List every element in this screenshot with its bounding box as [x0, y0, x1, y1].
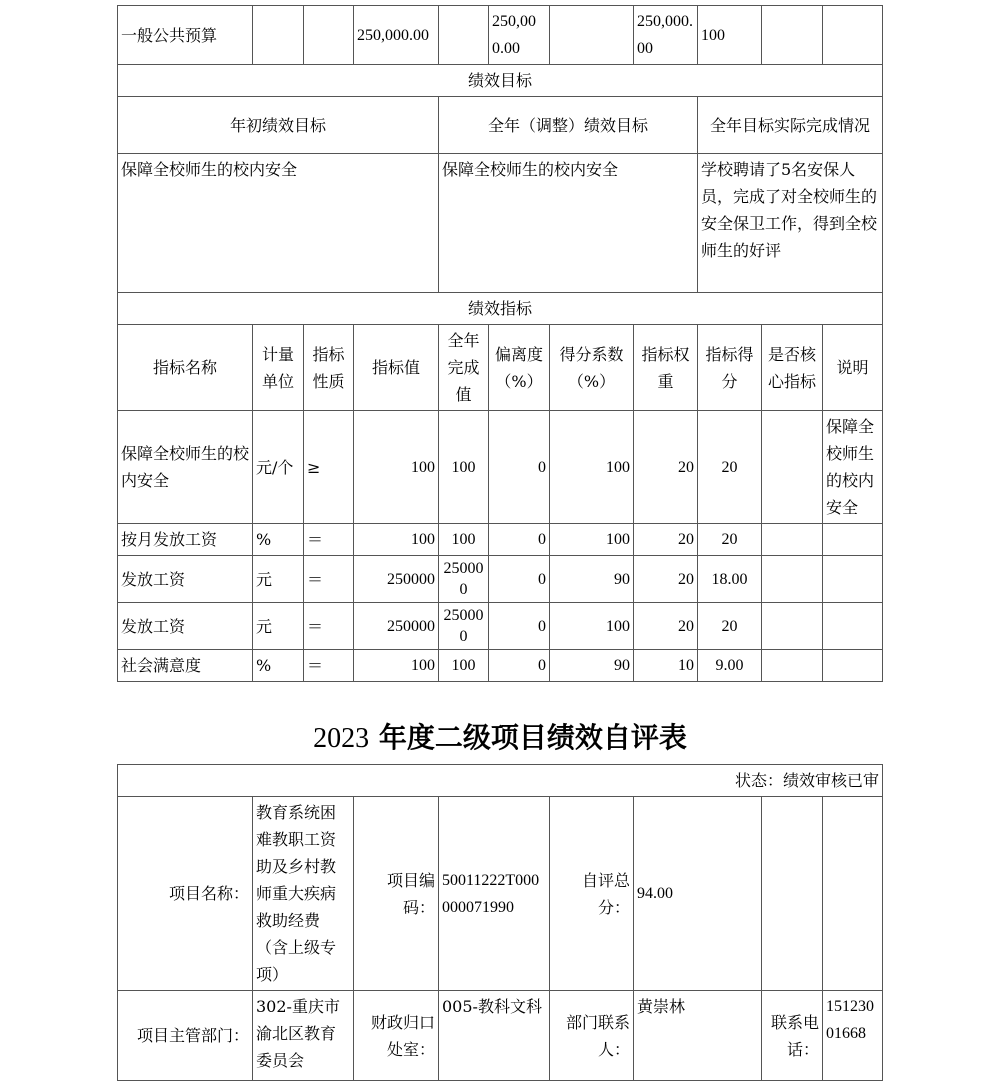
- indicator-score: 20: [698, 524, 762, 556]
- indicator-done: 250000: [439, 556, 489, 603]
- indicator-note: [823, 603, 883, 650]
- header-cell: 全年完成值: [439, 325, 489, 411]
- header-cell: 得分系数（%）: [550, 325, 634, 411]
- goal-header-initial: 年初绩效目标: [118, 97, 439, 154]
- goals-section-title: 绩效目标: [118, 65, 883, 97]
- table-row: [118, 411, 883, 524]
- budget-cell: [253, 6, 304, 65]
- performance-table: [117, 5, 883, 682]
- indicator-value: 250000: [354, 603, 439, 650]
- budget-cell: [439, 6, 489, 65]
- title-text: 年度二级项目绩效自评表: [378, 721, 687, 754]
- indicator-done: 100: [439, 524, 489, 556]
- indicator-deviation: 0: [489, 556, 550, 603]
- indicator-core: [762, 603, 823, 650]
- header-cell: 指标权重: [634, 325, 698, 411]
- indicator-unit: %: [253, 650, 304, 682]
- finance: 005-教科文科: [439, 991, 550, 1081]
- phone-label: 联系电话：: [762, 991, 823, 1081]
- indicator-name: 保障全校师生的校内安全: [118, 411, 253, 524]
- indicator-coef: 100: [550, 411, 634, 524]
- indicator-core: [762, 650, 823, 682]
- indicator-value: 100: [354, 524, 439, 556]
- indicator-name: 发放工资: [118, 556, 253, 603]
- indicator-unit: 元/个: [253, 411, 304, 524]
- budget-amount: 250,000.00: [489, 6, 550, 65]
- budget-cell: [762, 6, 823, 65]
- indicator-core: [762, 524, 823, 556]
- indicator-done: 250000: [439, 603, 489, 650]
- contact-label: 部门联系人：: [550, 991, 634, 1081]
- indicator-weight: 20: [634, 556, 698, 603]
- indicator-score: 9.00: [698, 650, 762, 682]
- indicator-nature: ＝: [304, 524, 354, 556]
- indicator-note: [823, 556, 883, 603]
- indicator-unit: 元: [253, 556, 304, 603]
- indicator-weight: 10: [634, 650, 698, 682]
- indicator-coef: 100: [550, 524, 634, 556]
- indicator-deviation: 0: [489, 524, 550, 556]
- table-row: [118, 603, 883, 650]
- budget-cell: [823, 6, 883, 65]
- indicator-nature: ＝: [304, 650, 354, 682]
- indicator-score: 20: [698, 411, 762, 524]
- dept: 302-重庆市渝北区教育委员会: [253, 991, 354, 1081]
- indicator-done: 100: [439, 411, 489, 524]
- indicator-value: 100: [354, 650, 439, 682]
- budget-row: [118, 6, 883, 65]
- indicator-coef: 90: [550, 556, 634, 603]
- indicator-coef: 100: [550, 603, 634, 650]
- header-cell: 是否核心指标: [762, 325, 823, 411]
- budget-amount: 250,000.00: [634, 6, 698, 65]
- header-cell: 计量单位: [253, 325, 304, 411]
- indicator-name: 发放工资: [118, 603, 253, 650]
- indicator-value: 250000: [354, 556, 439, 603]
- indicator-deviation: 0: [489, 603, 550, 650]
- table-row: [118, 556, 883, 603]
- header-cell: 指标得分: [698, 325, 762, 411]
- indicator-value: 100: [354, 411, 439, 524]
- indicator-weight: 20: [634, 411, 698, 524]
- title-year: 2023: [313, 723, 370, 754]
- phone: 15123001668: [823, 991, 883, 1081]
- empty-cell: [762, 797, 823, 991]
- goal-header-adjusted: 全年（调整）绩效目标: [439, 97, 698, 154]
- project-code: 50011222T000000071990: [439, 797, 550, 991]
- dept-label: 项目主管部门：: [118, 991, 253, 1081]
- empty-cell: [823, 797, 883, 991]
- goal-adjusted: 保障全校师生的校内安全: [439, 154, 698, 293]
- page-title: [0, 716, 1000, 756]
- finance-label: 财政归口处室：: [354, 991, 439, 1081]
- indicator-note: 保障全校师生的校内安全: [823, 411, 883, 524]
- header-cell: 偏离度（%）: [489, 325, 550, 411]
- indicator-nature: ≥: [304, 411, 354, 524]
- indicator-note: [823, 524, 883, 556]
- header-cell: 指标名称: [118, 325, 253, 411]
- budget-label: 一般公共预算: [118, 6, 253, 65]
- header-cell: 说明: [823, 325, 883, 411]
- indicator-nature: ＝: [304, 603, 354, 650]
- table-row: [118, 524, 883, 556]
- indicator-deviation: 0: [489, 650, 550, 682]
- indicator-core: [762, 411, 823, 524]
- self-score: 94.00: [634, 797, 762, 991]
- budget-cell: [304, 6, 354, 65]
- indicator-coef: 90: [550, 650, 634, 682]
- indicator-weight: 20: [634, 524, 698, 556]
- budget-cell: [550, 6, 634, 65]
- indicator-score: 18.00: [698, 556, 762, 603]
- goal-header-actual: 全年目标实际完成情况: [698, 97, 883, 154]
- project-info-table: [117, 764, 883, 1081]
- project-name-label: 项目名称：: [118, 797, 253, 991]
- table-row: [118, 650, 883, 682]
- indicator-done: 100: [439, 650, 489, 682]
- indicator-header-row: [118, 325, 883, 411]
- goal-initial: 保障全校师生的校内安全: [118, 154, 439, 293]
- indicator-score: 20: [698, 603, 762, 650]
- indicator-note: [823, 650, 883, 682]
- indicator-unit: 元: [253, 603, 304, 650]
- indicators-section-title: 绩效指标: [118, 293, 883, 325]
- header-cell: 指标值: [354, 325, 439, 411]
- status-badge: 状态：绩效审核已审: [118, 765, 883, 797]
- project-code-label: 项目编码：: [354, 797, 439, 991]
- contact: 黄崇林: [634, 991, 762, 1081]
- indicator-name: 社会满意度: [118, 650, 253, 682]
- indicator-name: 按月发放工资: [118, 524, 253, 556]
- budget-rate: 100: [698, 6, 762, 65]
- indicator-nature: ＝: [304, 556, 354, 603]
- self-score-label: 自评总分：: [550, 797, 634, 991]
- budget-amount: 250,000.00: [354, 6, 439, 65]
- goal-actual: 学校聘请了5名安保人员，完成了对全校师生的安全保卫工作，得到全校师生的好评: [698, 154, 883, 293]
- indicator-unit: %: [253, 524, 304, 556]
- project-name: 教育系统困难教职工资助及乡村教师重大疾病救助经费（含上级专项）: [253, 797, 354, 991]
- indicator-weight: 20: [634, 603, 698, 650]
- indicator-deviation: 0: [489, 411, 550, 524]
- indicator-core: [762, 556, 823, 603]
- header-cell: 指标性质: [304, 325, 354, 411]
